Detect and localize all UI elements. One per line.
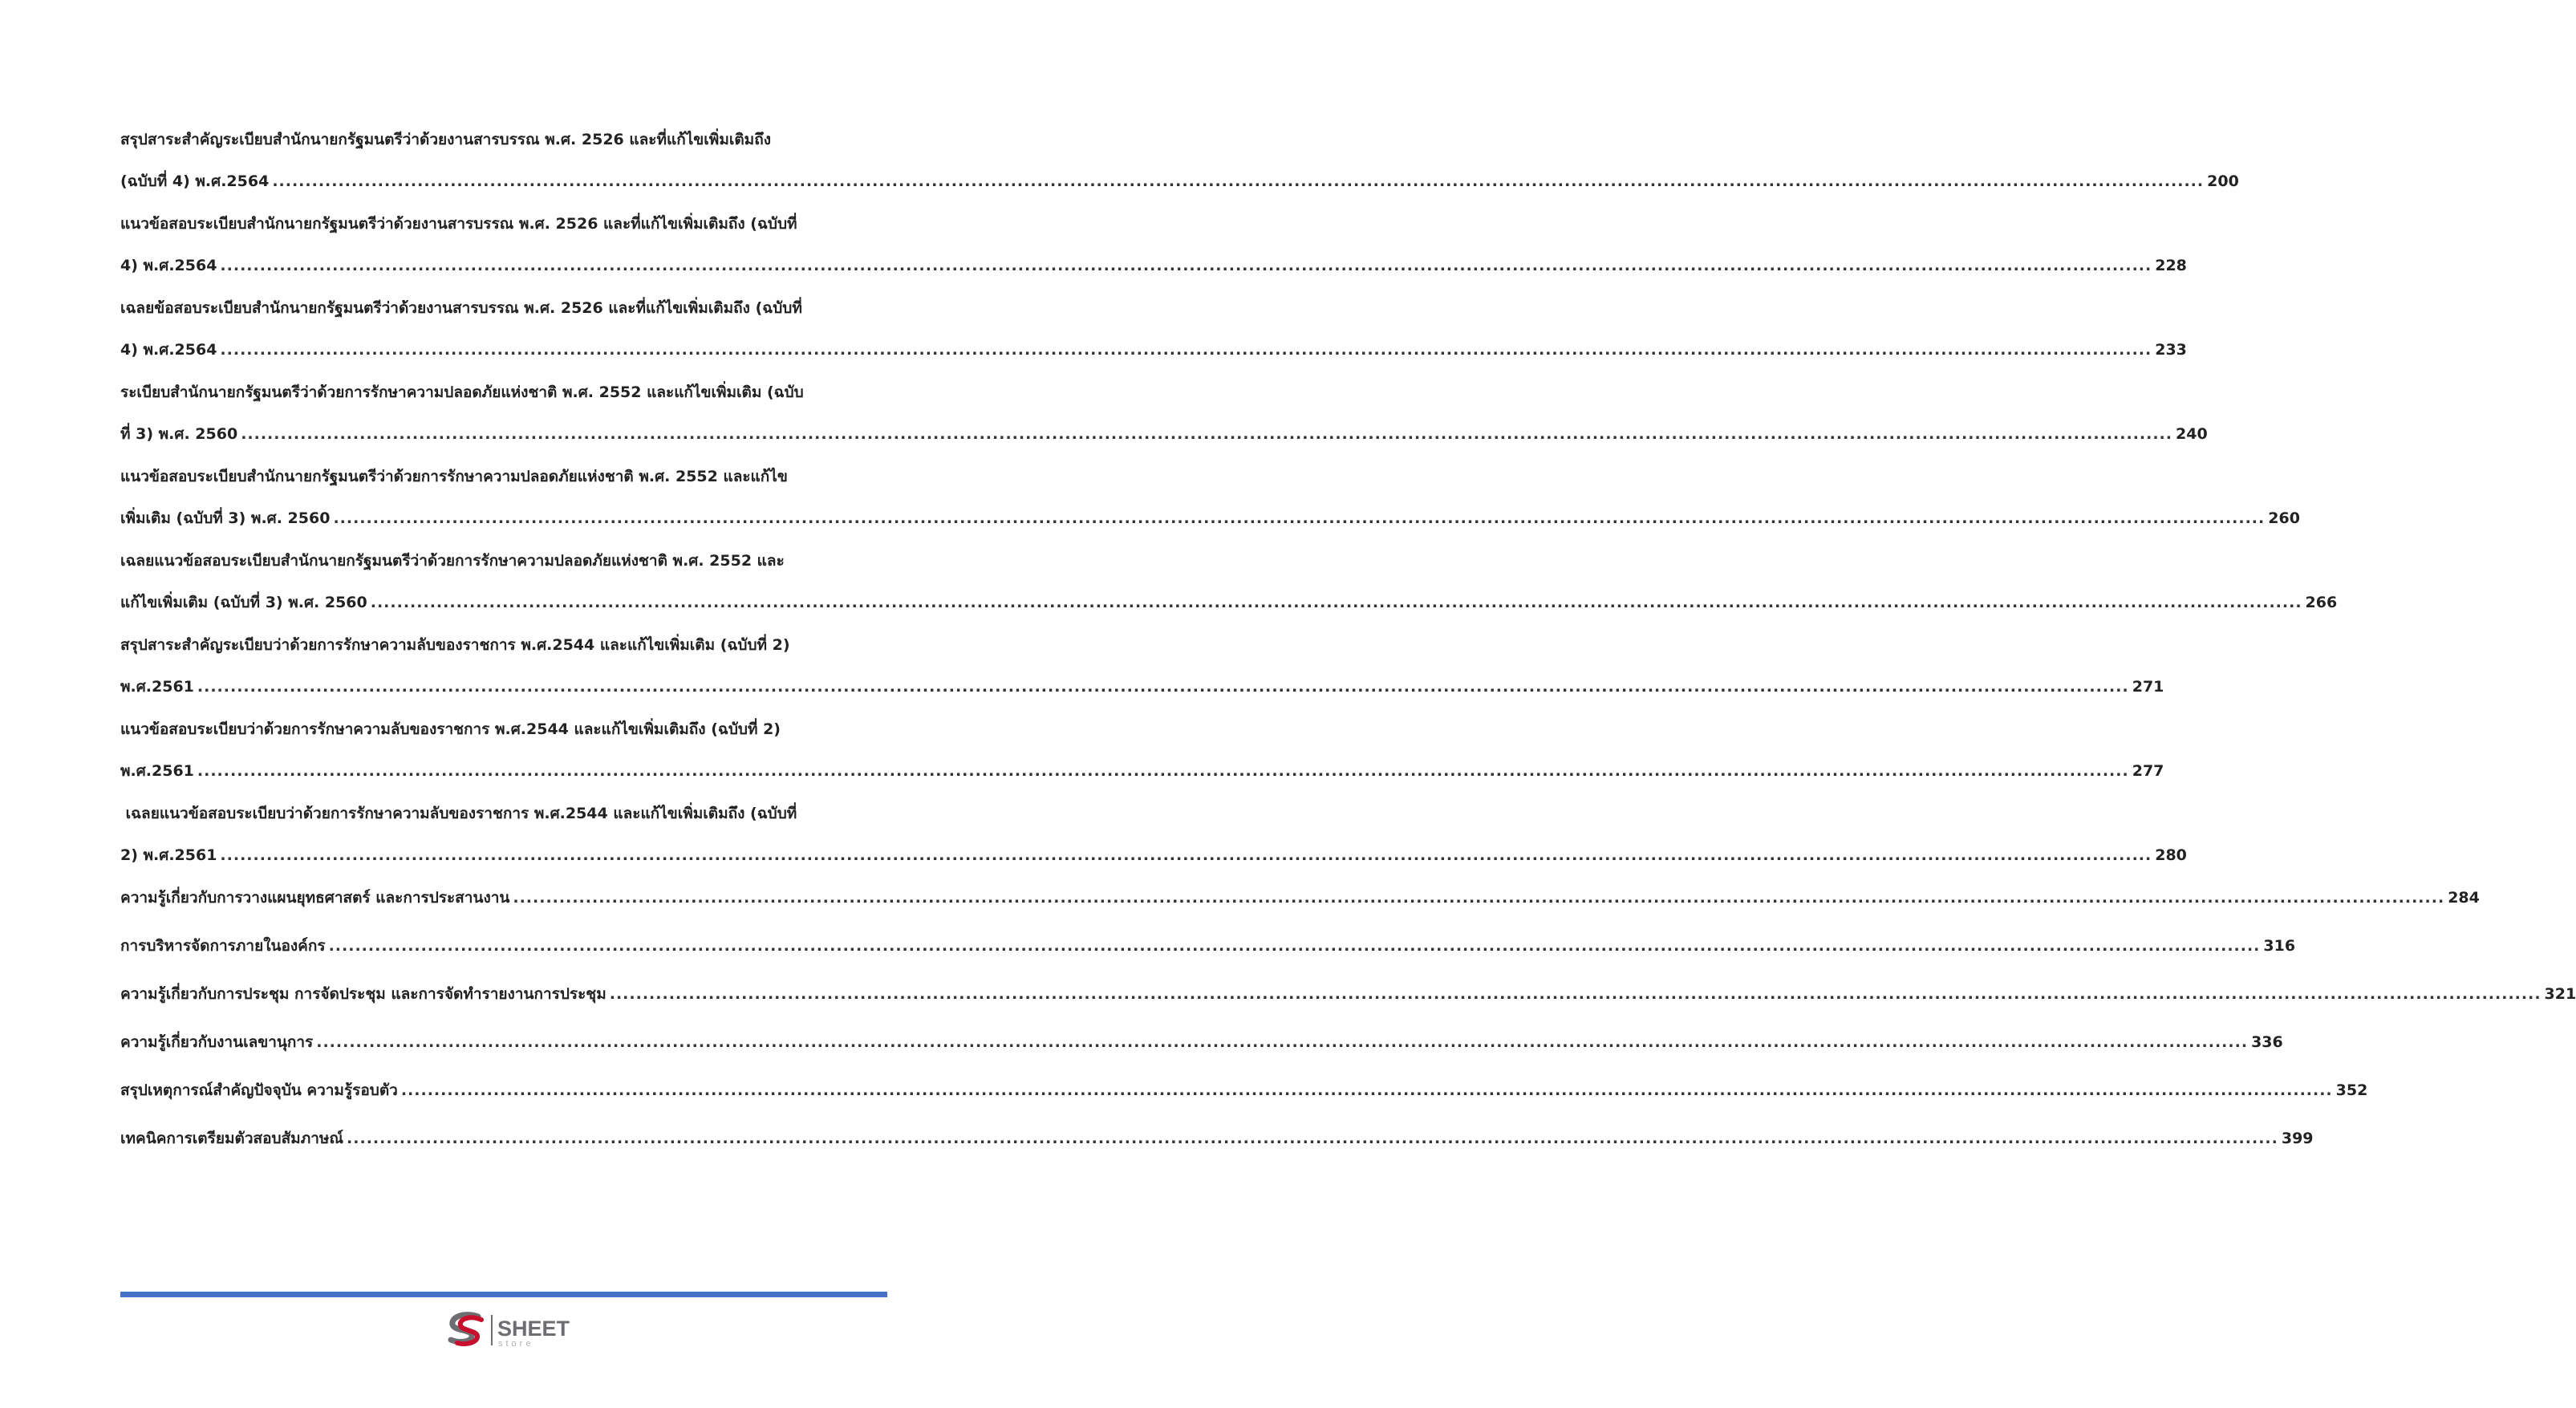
- toc-entry-title-cont: 2) พ.ศ.2561: [120, 846, 217, 864]
- dot-leader: [329, 925, 2261, 967]
- toc-entry-title: เทคนิคการเตรียมตัวสอบสัมภาษณ์: [120, 1130, 344, 1147]
- dot-leader: [241, 413, 2172, 455]
- logo-wordmark: SHEET: [497, 1317, 570, 1341]
- toc-entry-title: ความรู้เกี่ยวกับการประชุม การจัดประชุม และการจัดทำรายงานการประชุม: [120, 985, 606, 1003]
- toc-entry-1[interactable]: [120, 119, 2239, 202]
- toc-entry-title: เฉลยแนวข้อสอบระเบียบว่าด้วยการรักษาความลับของราชการ พ.ศ.2544 และแก้ไขเพิ่มเติมถึง (ฉบับที่: [120, 805, 797, 822]
- toc-entry-3[interactable]: [120, 287, 2187, 371]
- toc-entry-title-cont: พ.ศ.2561: [120, 762, 194, 780]
- dot-leader: [220, 834, 2152, 876]
- dot-leader: [220, 245, 2152, 286]
- toc-entry-4[interactable]: [120, 371, 2208, 455]
- toc-page-number: 352: [2335, 1081, 2368, 1099]
- toc-entry-title-cont: (ฉบับที่ 4) พ.ศ.2564: [120, 172, 270, 190]
- toc-entry-title: สรุปสาระสำคัญระเบียบสำนักนายกรัฐมนตรีว่าด้วยงานสารบรรณ พ.ศ. 2526 และที่แก้ไขเพิ่มเติมถึง: [120, 131, 771, 148]
- toc-entry-10[interactable]: [120, 877, 2480, 925]
- toc-entry-15[interactable]: [120, 1118, 2314, 1166]
- toc-page-number: 277: [2132, 762, 2164, 780]
- toc-entry-title: แนวข้อสอบระเบียบว่าด้วยการรักษาความลับของราชการ พ.ศ.2544 และแก้ไขเพิ่มเติมถึง (ฉบับที่ 2): [120, 720, 781, 738]
- dot-leader: [316, 1021, 2248, 1063]
- dot-leader: [401, 1069, 2333, 1111]
- toc-entry-title: ระเบียบสำนักนายกรัฐมนตรีว่าด้วยการรักษาความปลอดภัยแห่งชาติ พ.ศ. 2552 และแก้ไขเพิ่มเติม (ฉบับ: [120, 383, 804, 401]
- toc-entry-14[interactable]: [120, 1069, 2368, 1118]
- toc-entry-title: การบริหารจัดการภายในองค์กร: [120, 937, 326, 955]
- dot-leader: [513, 877, 2444, 919]
- toc-entry-9[interactable]: [120, 793, 2187, 876]
- toc-entry-11[interactable]: [120, 925, 2296, 973]
- toc-entry-title-cont: แก้ไขเพิ่มเติม (ฉบับที่ 3) พ.ศ. 2560: [120, 594, 367, 611]
- toc-page-number: 280: [2155, 846, 2187, 864]
- logo-subword: store: [498, 1339, 534, 1349]
- toc-entry-title: เฉลยแนวข้อสอบระเบียบสำนักนายกรัฐมนตรีว่าด้วยการรักษาความปลอดภัยแห่งชาติ พ.ศ. 2552 และ: [120, 552, 785, 570]
- toc-entry-12[interactable]: [120, 973, 2576, 1021]
- toc-page-number: 240: [2176, 425, 2208, 443]
- toc-entry-7[interactable]: [120, 624, 2164, 708]
- sheet-store-logo: [446, 1309, 582, 1352]
- toc-page-number: 321: [2544, 985, 2576, 1003]
- toc-page-number: 233: [2155, 341, 2187, 359]
- toc-entry-title-cont: เพิ่มเติม (ฉบับที่ 3) พ.ศ. 2560: [120, 509, 331, 527]
- toc-entry-title: เฉลยข้อสอบระเบียบสำนักนายกรัฐมนตรีว่าด้วยงานสารบรรณ พ.ศ. 2526 และที่แก้ไขเพิ่มเติมถึง (ฉบับที่: [120, 299, 802, 317]
- dot-leader: [371, 582, 2302, 623]
- dot-leader: [197, 666, 2129, 708]
- s-monogram-icon: [451, 1315, 481, 1344]
- toc-page-number: 266: [2305, 594, 2338, 611]
- toc-entry-title: แนวข้อสอบระเบียบสำนักนายกรัฐมนตรีว่าด้วยการรักษาความปลอดภัยแห่งชาติ พ.ศ. 2552 และแก้ไข: [120, 468, 788, 485]
- dot-leader: [333, 497, 2265, 539]
- toc-entry-title-cont: 4) พ.ศ.2564: [120, 341, 217, 359]
- toc-page-number: 399: [2281, 1130, 2314, 1147]
- toc-page-number: 228: [2155, 257, 2187, 274]
- toc-entry-8[interactable]: [120, 708, 2164, 792]
- toc-page-number: 260: [2268, 509, 2300, 527]
- dot-leader: [197, 750, 2129, 792]
- table-of-contents: [120, 119, 2576, 1166]
- dot-leader: [347, 1118, 2278, 1159]
- toc-entry-title: ความรู้เกี่ยวกับงานเลขานุการ: [120, 1033, 314, 1051]
- footer-divider: [120, 1292, 887, 1297]
- toc-entry-title: ความรู้เกี่ยวกับการวางแผนยุทธศาสตร์ และการประสานงาน: [120, 889, 510, 907]
- toc-entry-6[interactable]: [120, 540, 2338, 623]
- toc-entry-title: สรุปสาระสำคัญระเบียบว่าด้วยการรักษาความลับของราชการ พ.ศ.2544 และแก้ไขเพิ่มเติม (ฉบับที่ 2): [120, 636, 790, 654]
- dot-leader: [220, 329, 2152, 371]
- toc-entry-title-cont: พ.ศ.2561: [120, 678, 194, 696]
- dot-leader: [272, 160, 2204, 202]
- toc-entry-title-cont: ที่ 3) พ.ศ. 2560: [120, 425, 238, 443]
- toc-entry-title: สรุปเหตุการณ์สำคัญปัจจุบัน ความรู้รอบตัว: [120, 1081, 398, 1099]
- toc-page-number: 271: [2132, 678, 2164, 696]
- toc-entry-13[interactable]: [120, 1021, 2283, 1069]
- toc-entry-title: แนวข้อสอบระเบียบสำนักนายกรัฐมนตรีว่าด้วยงานสารบรรณ พ.ศ. 2526 และที่แก้ไขเพิ่มเติมถึง (ฉบับที่: [120, 215, 797, 233]
- toc-entry-title-cont: 4) พ.ศ.2564: [120, 257, 217, 274]
- toc-page-number: 316: [2263, 937, 2296, 955]
- toc-page-number: 336: [2251, 1033, 2283, 1051]
- dot-leader: [610, 973, 2542, 1015]
- toc-entry-5[interactable]: [120, 456, 2300, 539]
- toc-page-number: 284: [2448, 889, 2480, 907]
- toc-page-number: 200: [2207, 172, 2239, 190]
- toc-entry-2[interactable]: [120, 203, 2187, 286]
- logo-separator: [491, 1315, 493, 1345]
